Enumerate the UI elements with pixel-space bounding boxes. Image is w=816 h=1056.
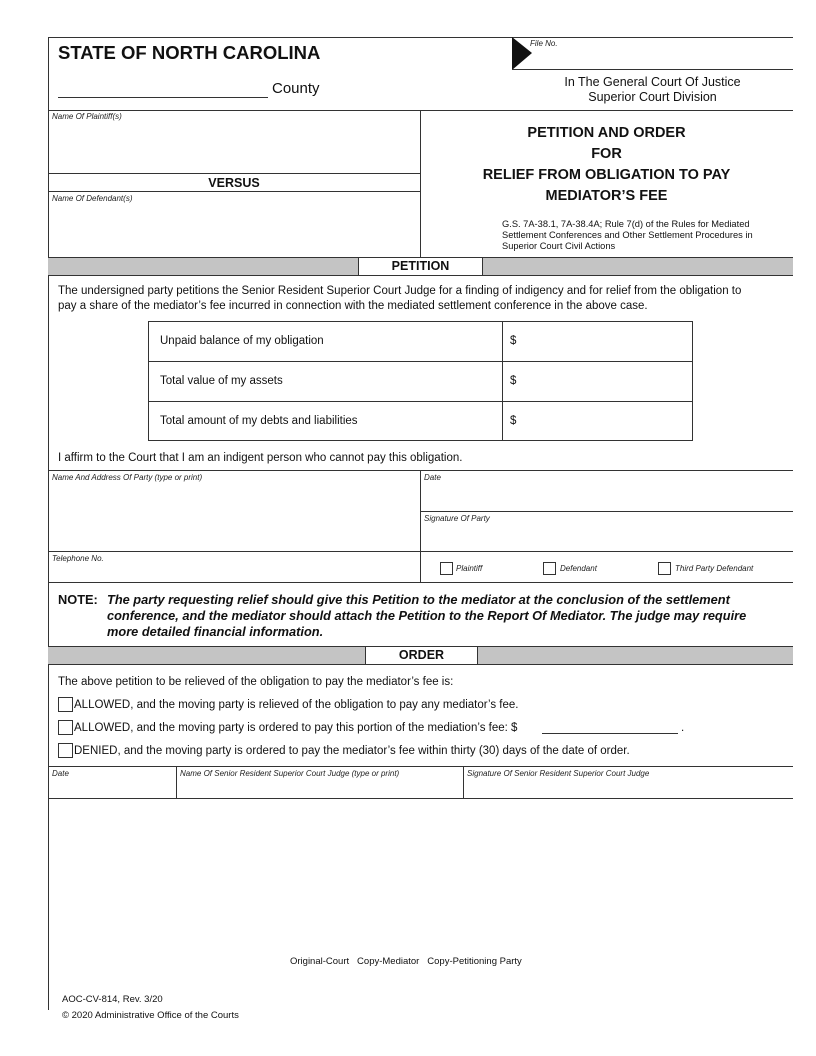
note-line: more detailed financial information. xyxy=(107,624,324,639)
currency-sign: $ xyxy=(510,415,517,427)
divider xyxy=(48,191,420,192)
name-address-input[interactable] xyxy=(49,484,419,549)
divider xyxy=(48,582,793,583)
unpaid-balance-label: Unpaid balance of my obligation xyxy=(160,335,324,347)
county-label: County xyxy=(272,80,320,97)
unpaid-balance-input[interactable] xyxy=(502,321,693,361)
denied-checkbox[interactable] xyxy=(58,743,73,758)
judge-name-label: Name Of Senior Resident Superior Court Judge (type or print) xyxy=(180,769,400,778)
order-date-input[interactable] xyxy=(49,780,175,797)
court-line-2: Superior Court Division xyxy=(588,90,717,104)
defendant-input[interactable] xyxy=(49,205,419,256)
note-label: NOTE: xyxy=(58,592,98,607)
assets-input[interactable] xyxy=(502,361,693,401)
note-text xyxy=(107,592,746,640)
plaintiff-checkbox[interactable] xyxy=(440,562,453,575)
file-no-label: File No. xyxy=(530,39,558,48)
assets-cell xyxy=(148,361,502,401)
date-label: Date xyxy=(424,473,441,482)
debts-cell xyxy=(148,401,502,441)
state-title: STATE OF NORTH CAROLINA xyxy=(58,42,321,63)
allowed-partial-label: ALLOWED, and the moving party is ordered to pay this portion of the mediation’s fee: $ xyxy=(74,722,518,734)
unpaid-balance-cell xyxy=(148,321,502,361)
petition-text-line-1: The undersigned party petitions the Senior Resident Superior Court Judge for a finding of indigency and for relief from the obligation to xyxy=(58,285,742,297)
form-title-line-4: MEDIATOR’S FEE xyxy=(545,188,668,204)
currency-sign: $ xyxy=(510,375,517,387)
form-title-line-2: FOR xyxy=(591,146,622,162)
order-date-label: Date xyxy=(52,769,69,778)
form-title-line-3: RELIEF FROM OBLIGATION TO PAY xyxy=(482,167,731,183)
county-input[interactable] xyxy=(58,97,268,98)
third-party-defendant-checkbox[interactable] xyxy=(658,562,671,575)
divider xyxy=(48,551,793,552)
note-line: The party requesting relief should give this Petition to the mediator at the conclusion of the settlement xyxy=(107,592,730,607)
partial-amount-input[interactable] xyxy=(542,733,678,734)
divider xyxy=(48,798,793,799)
copyright: © 2020 Administrative Office of the Courts xyxy=(62,1010,239,1021)
statute-line: Superior Court Civil Actions xyxy=(502,241,616,251)
order-heading: ORDER xyxy=(365,647,478,664)
telephone-label: Telephone No. xyxy=(52,554,104,563)
distribution-note: Original-Court Copy-Mediator Copy-Petitioning Party xyxy=(290,956,522,967)
file-no-input[interactable] xyxy=(512,69,793,70)
currency-sign: $ xyxy=(510,335,517,347)
petition-section-bar xyxy=(48,257,793,276)
assets-label: Total value of my assets xyxy=(160,375,283,387)
allowed-full-relief-label: ALLOWED, and the moving party is relieved of the obligation to pay any mediator’s fee. xyxy=(74,699,519,711)
judge-signature-input[interactable] xyxy=(464,780,793,797)
debts-input[interactable] xyxy=(502,401,693,441)
divider xyxy=(420,511,793,512)
telephone-input[interactable] xyxy=(49,565,419,581)
order-section-bar xyxy=(48,646,793,665)
statute-reference xyxy=(502,219,753,252)
defendant-label: Name Of Defendant(s) xyxy=(52,194,133,203)
statute-line: G.S. 7A-38.1, 7A-38.4A; Rule 7(d) of the Rules for Mediated xyxy=(502,219,750,229)
order-intro: The above petition to be relieved of the obligation to pay the mediator’s fee is: xyxy=(58,676,454,688)
note-line: conference, and the mediator should attach the Petition to the Report Of Mediator. The judge may require xyxy=(107,608,747,623)
defendant-checkbox-label: Defendant xyxy=(560,564,597,573)
signature-input[interactable] xyxy=(421,525,793,550)
statute-line: Settlement Conferences and Other Settlement Procedures in xyxy=(502,230,753,240)
signature-label: Signature Of Party xyxy=(424,514,490,523)
name-address-label: Name And Address Of Party (type or print) xyxy=(52,473,203,482)
divider xyxy=(48,173,420,174)
court-line-1: In The General Court Of Justice xyxy=(564,75,741,89)
affirmation-text: I affirm to the Court that I am an indigent person who cannot pay this obligation. xyxy=(58,452,463,464)
petition-text-line-2: pay a share of the mediator’s fee incurred in connection with the mediated settlement conference in the above case. xyxy=(58,300,648,312)
allowed-full-relief-checkbox[interactable] xyxy=(58,697,73,712)
form-title-line-1: PETITION AND ORDER xyxy=(527,125,686,141)
petition-heading: PETITION xyxy=(358,258,483,275)
judge-signature-label: Signature Of Senior Resident Superior Court Judge xyxy=(467,769,650,778)
versus-label: VERSUS xyxy=(208,176,260,190)
partial-amount-period: . xyxy=(681,722,685,734)
divider xyxy=(48,766,793,767)
form-id: AOC-CV-814, Rev. 3/20 xyxy=(62,994,163,1005)
debts-label: Total amount of my debts and liabilities xyxy=(160,415,358,427)
plaintiff-checkbox-label: Plaintiff xyxy=(456,564,483,573)
denied-label: DENIED, and the moving party is ordered to pay the mediator’s fee within thirty (30) days of the date of order. xyxy=(74,745,630,757)
defendant-checkbox[interactable] xyxy=(543,562,556,575)
allowed-partial-checkbox[interactable] xyxy=(58,720,73,735)
plaintiff-label: Name Of Plaintiff(s) xyxy=(52,112,122,121)
divider xyxy=(48,37,793,38)
judge-name-input[interactable] xyxy=(177,780,462,797)
third-party-defendant-checkbox-label: Third Party Defendant xyxy=(675,564,754,573)
date-input[interactable] xyxy=(421,484,793,510)
plaintiff-input[interactable] xyxy=(49,123,419,172)
